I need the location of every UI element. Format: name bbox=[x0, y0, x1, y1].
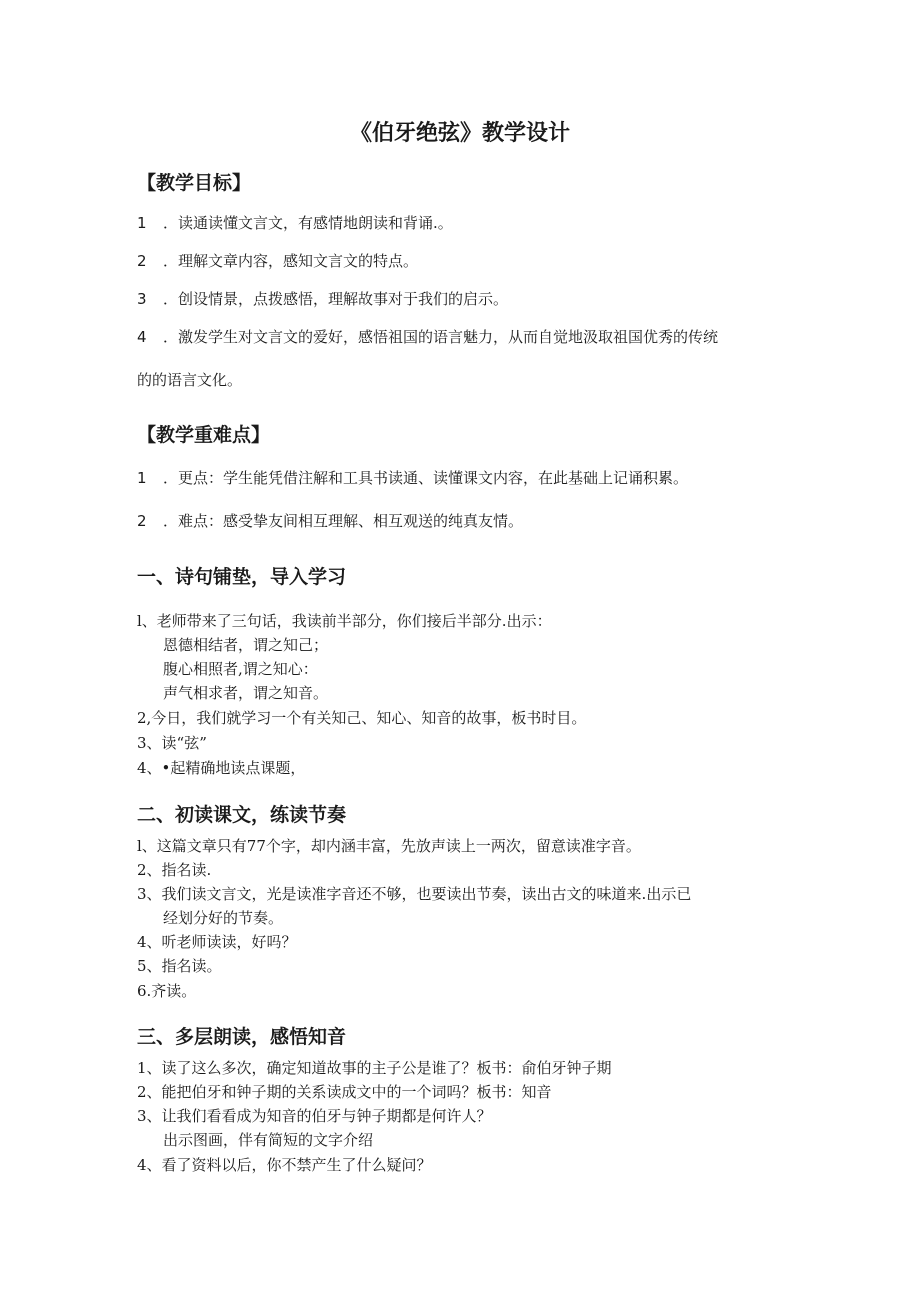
section1-heading: 一、诗句铺垫，导入学习 bbox=[137, 566, 347, 588]
goal-number: 4 bbox=[137, 328, 147, 346]
goal-text: ．激发学生对文言文的爱好，感悟祖国的语言魅力，从而自觉地汲取祖国优秀的传统 bbox=[163, 328, 719, 346]
section1-line: 2,今日，我们就学习一个有关知己、知心、知音的故事，板书时目。 bbox=[137, 709, 587, 727]
section3-line: 3、让我们看看成为知音的伯牙与钟子期都是何许人？ bbox=[137, 1107, 492, 1125]
goal-number: 2 bbox=[137, 252, 147, 270]
keypoint-item bbox=[137, 467, 688, 489]
section1-line: l、老师带来了三句话，我读前半部分，你们接后半部分.出示： bbox=[137, 612, 552, 630]
section1-line: 4、•起精确地读点课题， bbox=[137, 759, 306, 777]
section3-heading: 三、多层朗读，感悟知音 bbox=[137, 1026, 347, 1048]
goals-heading: 【教学目标】 bbox=[137, 172, 252, 194]
goal-number: 3 bbox=[137, 290, 147, 308]
goal-item bbox=[137, 326, 718, 348]
section1-line: 恩德相结者，谓之知己； bbox=[163, 636, 329, 654]
goal-number: 1 bbox=[137, 214, 147, 232]
section3-line: 1、读了这么多次，确定知道故事的主子公是谁了？板书：俞伯牙钟子期 bbox=[137, 1059, 612, 1077]
section1-line: 腹心相照者,谓之知心： bbox=[163, 660, 318, 678]
section1-line: 3、读“弦” bbox=[137, 734, 207, 752]
keypoint-text: ．更点：学生能凭借注解和工具书读通、读懂课文内容，在此基础上记诵积累。 bbox=[163, 469, 689, 487]
keypoint-number: 1 bbox=[137, 469, 147, 487]
section2-line: 4、听老师读读，好吗？ bbox=[137, 933, 297, 951]
goal-text: ．读通读懂文言文，有感情地朗读和背诵.。 bbox=[163, 214, 453, 232]
goal-item bbox=[137, 288, 508, 310]
section2-line: l、这篇文章只有77个字，却内涵丰富，先放声读上一两次，留意读准字音。 bbox=[137, 837, 641, 855]
goal-text: ．创设情景，点拨感悟，理解故事对于我们的启示。 bbox=[163, 290, 509, 308]
section3-line: 4、看了资料以后，你不禁产生了什么疑问？ bbox=[137, 1156, 432, 1174]
section2-line: 经划分好的节奏。 bbox=[163, 909, 284, 927]
section2-line: 5、指名读。 bbox=[137, 957, 222, 975]
section2-line: 3、我们读文言文，光是读准字音还不够，也要读出节奏，读出古文的味道来.出示已 bbox=[137, 885, 692, 903]
section2-heading: 二、初读课文，练读节奏 bbox=[137, 804, 347, 826]
section2-line: 2、指名读. bbox=[137, 861, 212, 879]
section3-line: 2、能把伯牙和钟子期的关系读成文中的一个词吗？板书：知音 bbox=[137, 1083, 552, 1101]
goal-item bbox=[137, 212, 453, 234]
section1-line: 声气相求者，谓之知音。 bbox=[163, 684, 329, 702]
section2-line: 6.齐读。 bbox=[137, 982, 197, 1000]
document-title: 《伯牙绝弦》教学设计 bbox=[349, 121, 570, 146]
section3-line: 出示图画，伴有简短的文字介绍 bbox=[163, 1131, 374, 1149]
goal-continuation: 的的语言文化。 bbox=[137, 371, 243, 389]
goal-item bbox=[137, 250, 418, 272]
keypoints-heading: 【教学重难点】 bbox=[137, 424, 271, 446]
goal-text: ．理解文章内容，感知文言文的特点。 bbox=[163, 252, 419, 270]
keypoint-text: ．难点：感受挚友间相互理解、相互观送的纯真友情。 bbox=[163, 512, 524, 530]
keypoint-number: 2 bbox=[137, 512, 147, 530]
keypoint-item bbox=[137, 510, 523, 532]
